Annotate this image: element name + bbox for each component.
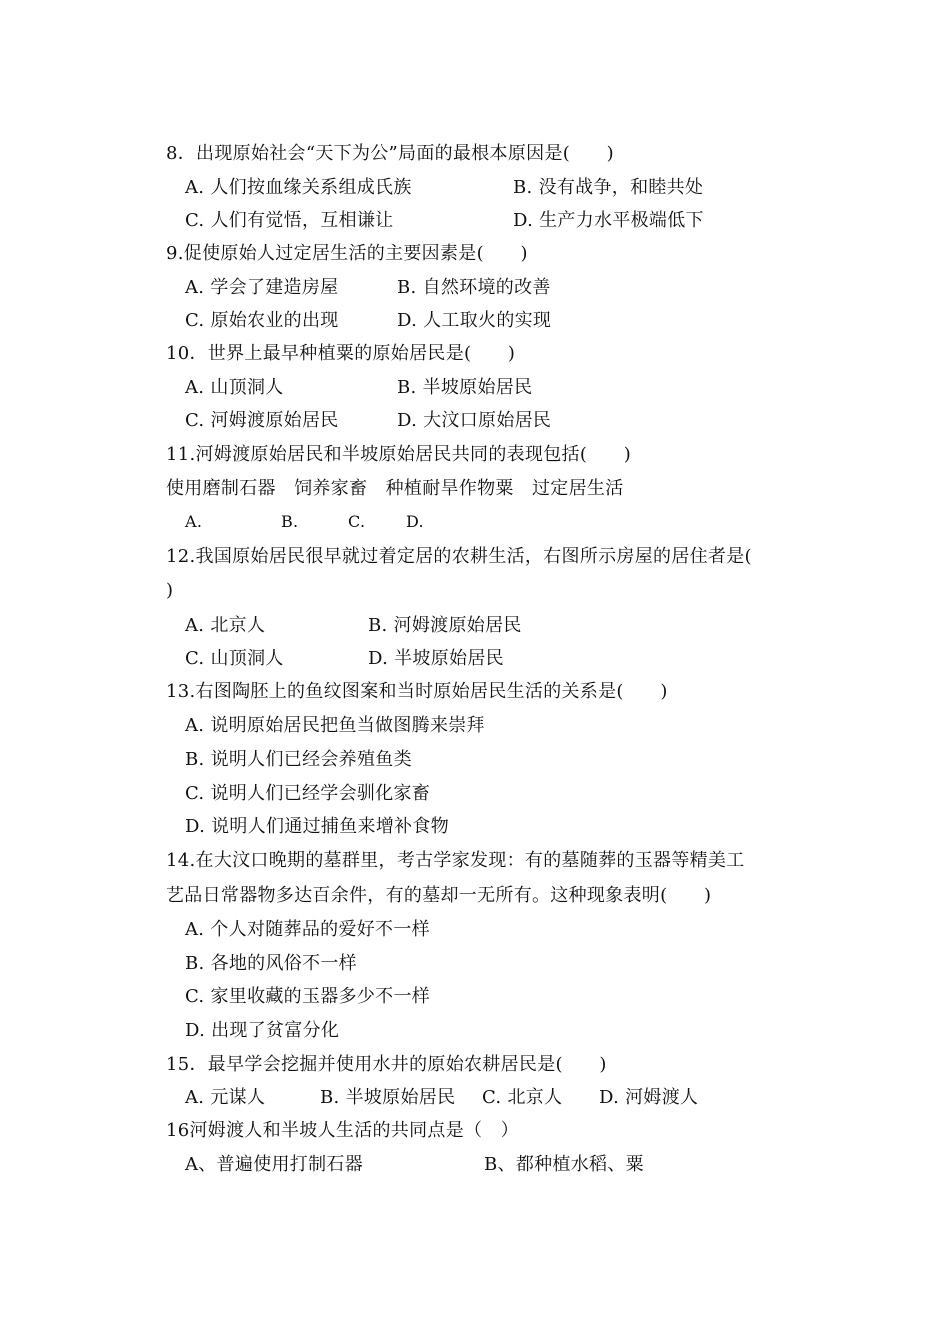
question-14-option-c: C. 家里收藏的玉器多少不一样 [185,986,431,1007]
question-15-option-c: C. 北京人 [482,1087,563,1108]
question-8-stem: 8．出现原始社会“天下为公”局面的最根本原因是( ) [166,143,614,164]
question-14-option-d: D. 出现了贫富分化 [185,1020,340,1041]
question-9-option-a: A. 学会了建造房屋 [185,277,339,298]
question-14-option-b: B. 各地的风俗不一样 [185,953,357,974]
question-10-stem: 10．世界上最早种植粟的原始居民是( ) [166,343,516,364]
question-14-stem-line-1: 14.在大汶口晚期的墓群里，考古学家发现：有的墓随葬的玉器等精美工 [166,850,745,871]
question-10-option-c: C. 河姆渡原始居民 [185,410,339,431]
question-12-option-c: C. 山顶洞人 [185,648,284,669]
question-16-option-a: A、普遍使用打制石器 [185,1154,363,1175]
question-9-option-c: C. 原始农业的出现 [185,310,339,331]
question-8-option-c: C. 人们有觉悟，互相谦让 [185,210,394,231]
question-13-option-a: A. 说明原始居民把鱼当做图腾来崇拜 [185,715,485,736]
question-9-stem: 9.促使原始人过定居生活的主要因素是( ) [166,243,528,264]
question-8-option-a: A. 人们按血缘关系组成氏族 [185,177,412,198]
question-8-option-b: B. 没有战争，和睦共处 [513,177,704,198]
question-12-stem-end: ) [166,580,174,601]
question-16-stem: 16河姆渡人和半坡人生活的共同点是（ ） [166,1120,519,1141]
question-12-stem: 12.我国原始居民很早就过着定居的农耕生活，右图所示房屋的居住者是( [166,546,752,567]
question-10-option-a: A. 山顶洞人 [185,377,284,398]
question-11-items: 使用磨制石器 饲养家畜 种植耐旱作物粟 过定居生活 [166,478,624,499]
question-14-stem-line-2: 艺品日常器物多达百余件，有的墓却一无所有。这种现象表明( ) [166,885,712,906]
question-9-option-d: D. 人工取火的实现 [397,310,552,331]
question-16-option-b: B、都种植水稻、粟 [484,1154,644,1175]
question-12-option-b: B. 河姆渡原始居民 [368,615,522,636]
question-15-option-b: B. 半坡原始居民 [320,1087,456,1108]
question-10-option-b: B. 半坡原始居民 [397,377,533,398]
question-11-option-c: C. [348,512,366,531]
question-13-stem: 13.右图陶胚上的鱼纹图案和当时原始居民生活的关系是( ) [166,681,668,702]
question-12-option-d: D. 半坡原始居民 [368,648,504,669]
question-13-option-b: B. 说明人们已经会养殖鱼类 [185,749,412,770]
question-14-option-a: A. 个人对随葬品的爱好不一样 [185,919,430,940]
question-10-option-d: D. 大汶口原始居民 [397,410,552,431]
question-12-option-a: A. 北京人 [185,615,266,636]
question-11-option-a: A. [185,512,203,531]
question-15-option-d: D. 河姆渡人 [599,1087,699,1108]
question-9-option-b: B. 自然环境的改善 [397,277,551,298]
question-15-option-a: A. 元谋人 [185,1087,266,1108]
question-13-option-d: D. 说明人们通过捕鱼来增补食物 [185,816,450,837]
question-11-option-d: D. [406,512,424,531]
question-11-option-b: B. [281,512,299,531]
question-11-stem: 11.河姆渡原始居民和半坡原始居民共同的表现包括( ) [166,444,632,465]
question-15-stem: 15．最早学会挖掘并使用水井的原始农耕居民是( ) [166,1054,607,1075]
question-8-option-d: D. 生产力水平极端低下 [513,210,704,231]
question-13-option-c: C. 说明人们已经学会驯化家畜 [185,783,431,804]
